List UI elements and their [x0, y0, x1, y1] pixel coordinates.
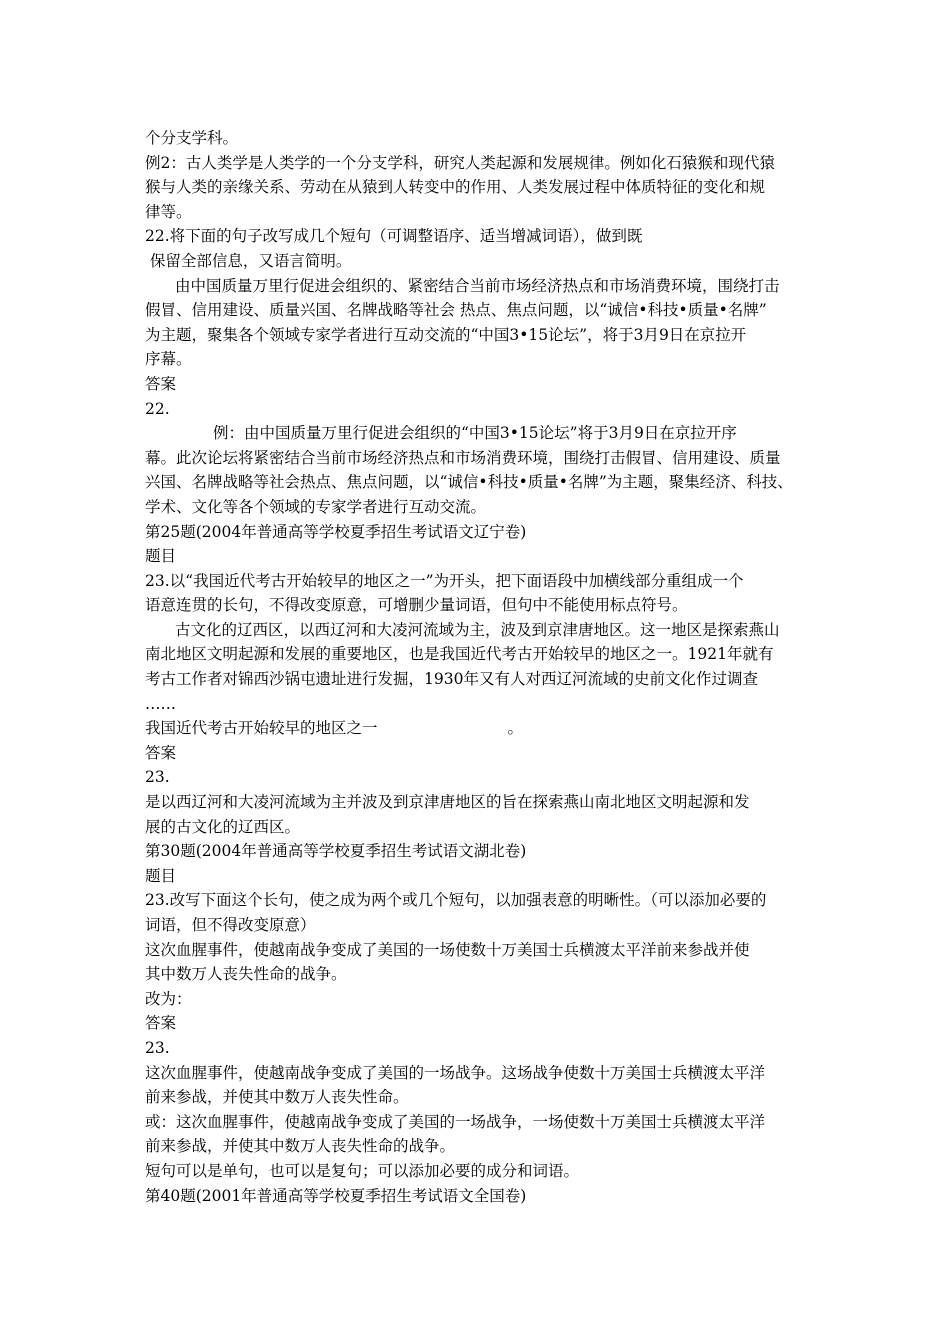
passage-text: 序幕。	[145, 350, 192, 369]
question-source-heading: 第40题(2001年普通高等学校夏季招生考试语文全国卷)	[145, 1186, 527, 1205]
passage-text: 假冒、信用建设、质量兴国、名牌战略等社会 热点、焦点问题，以“诚信•科技•质量•名牌”	[145, 301, 767, 320]
answer-text: 例：由中国质量万里行促进会组织的“中国3•15论坛”将于3月9日在京拉开序	[213, 424, 737, 443]
passage-text: 其中数万人丧失性命的战争。	[145, 965, 347, 984]
fill-in-line	[145, 716, 817, 741]
answer-text: 兴国、名牌战略等社会热点、焦点问题，以“诚信•科技•质量•名牌”为主题，聚集经济、科技、	[145, 473, 793, 492]
question-heading: 题目	[145, 547, 177, 566]
text-line: 猴与人类的亲缘关系、劳动在从猿到人转变中的作用、人类发展过程中体质特征的变化和规	[145, 178, 766, 197]
fill-in-suffix: 。	[507, 719, 524, 738]
passage-text: 由中国质量万里行促进会组织的、紧密结合当前市场经济热点和市场消费环境，围绕打击	[175, 276, 780, 295]
question-text: 23.以“我国近代考古开始较早的地区之一”为开头，把下面语段中加横线部分重组成一个	[145, 571, 744, 590]
question-text: 22.将下面的句子改写成几个短句（可调整语序、适当增减词语），做到既	[145, 227, 643, 246]
answer-number: 22.	[145, 399, 170, 418]
answer-note: 短句可以是单句，也可以是复句；可以添加必要的成分和词语。	[145, 1161, 580, 1180]
question-text: 词语，但不得改变原意）	[145, 916, 316, 934]
answer-number: 23.	[145, 1038, 170, 1057]
answer-text: 或：这次血腥事件，使越南战争变成了美国的一场战争，一场使数十万美国士兵横渡太平洋	[145, 1112, 766, 1131]
question-source-heading: 第30题(2004年普通高等学校夏季招生考试语文湖北卷)	[145, 842, 527, 861]
text-line: 个分支学科。	[145, 129, 239, 147]
text-line: 律等。	[145, 202, 192, 221]
passage-text: 古文化的辽西区，以西辽河和大凌河流域为主，波及到京津唐地区。这一地区是探索燕山	[175, 620, 780, 639]
passage-text: 考古工作者对锦西沙锅屯遗址进行发掘，1930年又有人对西辽河流域的史前文化作过调查	[145, 670, 758, 689]
question-text: 保留全部信息，又语言简明。	[145, 251, 352, 270]
answer-text: 这次血腥事件，使越南战争变成了美国的一场战争。这场战争使数十万美国士兵横渡太平洋	[145, 1063, 766, 1082]
text-line: 例2：古人类学是人类学的一个分支学科，研究人类起源和发展规律。例如化石猿猴和现代猿	[145, 153, 775, 172]
answer-number: 23.	[145, 768, 170, 787]
answer-heading: 答案	[145, 743, 177, 762]
answer-text: 幕。此次论坛将紧密结合当前市场经济热点和市场消费环境，围绕打击假冒、信用建设、质量	[145, 448, 781, 467]
question-text: 23.改写下面这个长句，使之成为两个或几个短句，以加强表意的明晰性。（可以添加必要的	[145, 891, 767, 910]
document-page	[145, 126, 817, 1208]
passage-text: ……	[145, 694, 176, 713]
answer-heading: 答案	[145, 374, 177, 393]
question-text: 语意连贯的长句，不得改变原意，可增删少量词语，但句中不能使用标点符号。	[145, 596, 688, 615]
question-heading: 题目	[145, 866, 177, 885]
rewrite-prompt: 改为：	[145, 989, 192, 1008]
answer-text: 展的古文化的辽西区。	[145, 817, 301, 836]
answer-text: 前来参战，并使其中数万人丧失性命。	[145, 1088, 409, 1107]
answer-text: 是以西辽河和大凌河流域为主并波及到京津唐地区的旨在探索燕山南北地区文明起源和发	[145, 793, 750, 812]
answer-text: 前来参战，并使其中数万人丧失性命的战争。	[145, 1137, 456, 1156]
question-source-heading: 第25题(2004年普通高等学校夏季招生考试语文辽宁卷)	[145, 522, 527, 541]
answer-text: 学术、文化等各个领域的专家学者进行互动交流。	[145, 497, 487, 516]
passage-text: 南北地区文明起源和发展的重要地区，也是我国近代考古开始较早的地区之一。1921年就有	[145, 645, 774, 664]
answer-heading: 答案	[145, 1014, 177, 1033]
fill-in-prefix: 我国近代考古开始较早的地区之一	[145, 719, 378, 738]
passage-text: 这次血腥事件，使越南战争变成了美国的一场使数十万美国士兵横渡太平洋前来参战并使	[145, 940, 750, 959]
passage-text: 为主题，聚集各个领域专家学者进行互动交流的“中国3•15论坛”，将于3月9日在京拉开	[145, 325, 747, 344]
